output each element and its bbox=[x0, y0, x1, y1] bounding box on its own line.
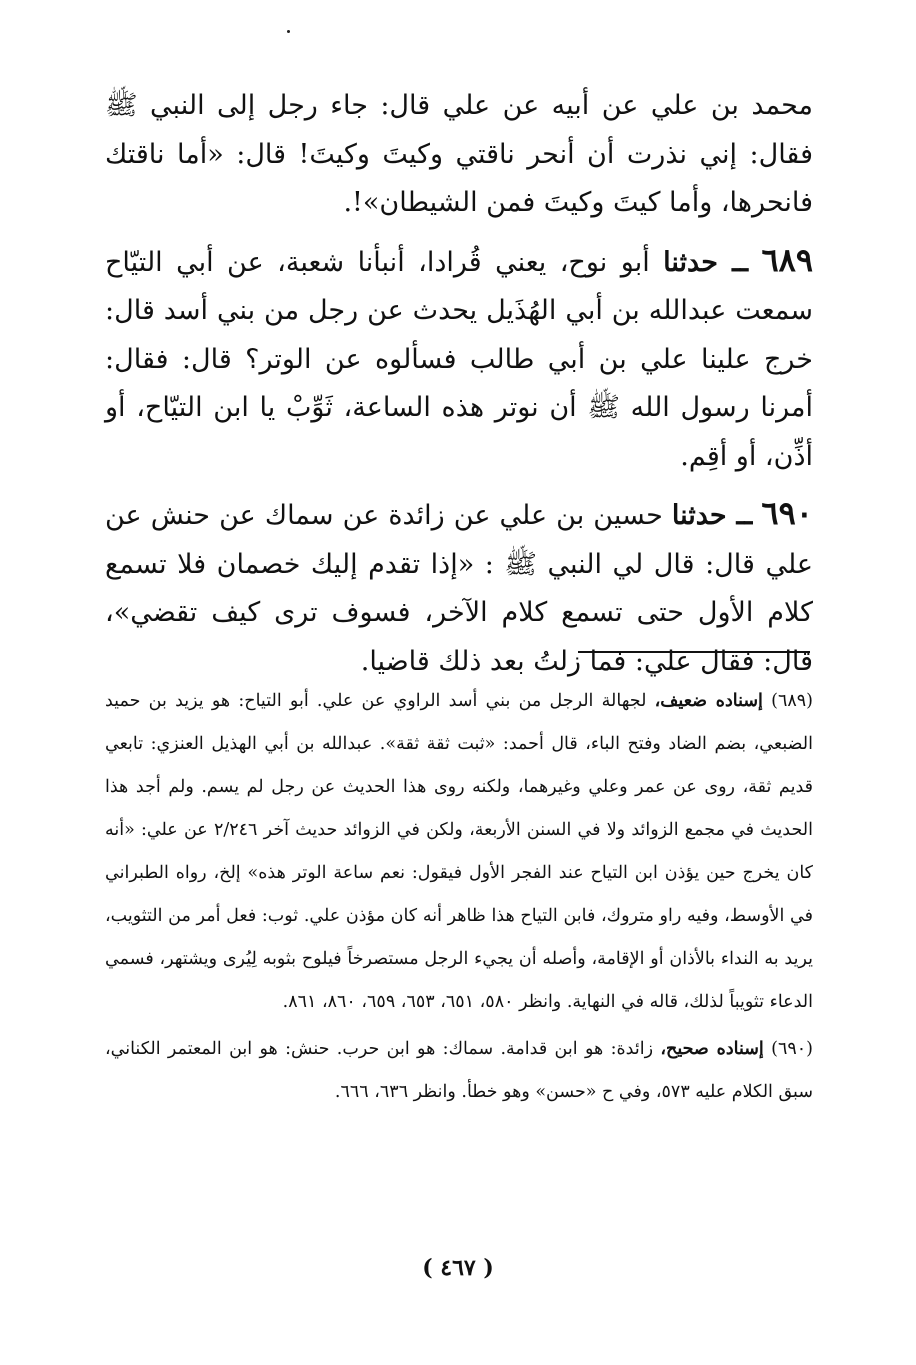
footnote-690 bbox=[105, 1028, 813, 1114]
footnote-689 bbox=[105, 680, 813, 1024]
hadith-689 bbox=[105, 236, 813, 482]
footnote-689-number: (٦٨٩) bbox=[771, 691, 813, 711]
hadith-690 bbox=[105, 489, 813, 686]
page-number: ( ٤٦٧ ) bbox=[422, 1255, 494, 1281]
footnote-689-text: لجهالة الرجل من بني أسد الراوي عن علي. أبو التياح: هو يزيد بن حميد الضبعي، بضم الضاد وفتح الباء، قال أحمد: «ثبت ثقة ثقة». عبدالله بن أبي الهذيل العنزي: تابعي قديم ثقة، روى عن عمر وعلي وغيرهما، ولكنه روى هذا الحديث عن رجل لم يسم. ولم أجد هذا الحديث في مجمع الزوائد ولا في السنن الأربعة، ولكن في الزوائد حديث آخر ٢/٢٤٦ عن علي: «أنه كان يخرج حين يؤذن ابن التياح عند الفجر الأول فيقول: نعم ساعة الوتر هذه» إلخ، رواه الطبراني في الأوسط، وفيه راو متروك، فابن التياح هذا ظاهر أنه كان مؤذن علي. ثوب: فعل أمر من التثويب، يريد به النداء بالأذان أو الإقامة، وأصله أن يجيء الرجل مستصرخاً فيلوح بثوبه لِيُرى ويشتهر، فسمي الدعاء تثويباً لذلك، قاله في النهاية. وانظر ٥٨٠، ٦٥١، ٦٥٣، ٦٥٩، ٨٦٠، ٨٦١. bbox=[105, 691, 813, 1012]
hadith-689-lead: ــ حدثنا bbox=[663, 246, 748, 278]
footnote-689-grade: إسناده ضعيف، bbox=[654, 691, 763, 711]
footnote-690-grade: إسناده صحيح، bbox=[660, 1039, 764, 1059]
hadith-689-number: ٦٨٩ bbox=[761, 240, 813, 279]
footnote-divider bbox=[578, 651, 810, 653]
page-mark-dot bbox=[287, 30, 290, 33]
paragraph-intro: محمد بن علي عن أبيه عن علي قال: جاء رجل إلى النبي ﷺ فقال: إني نذرت أن أنحر ناقتي وكيتَ وكيتَ! قال: «أما ناقتك فانحرها، وأما كيتَ وكيتَ فمن الشيطان»!. bbox=[105, 90, 813, 218]
hadith-690-text: حسين بن علي عن زائدة عن سماك عن حنش عن علي قال: قال لي النبي ﷺ : «إذا تقدم إليك خصمان فلا تسمع كلام الأول حتى تسمع كلام الآخر، فسوف ترى كيف تقضي»، قال: فقال علي: فما زلتُ بعد ذلك قاضيا. bbox=[105, 500, 813, 677]
main-text bbox=[105, 82, 813, 694]
footnote-690-text: زائدة: هو ابن قدامة. سماك: هو ابن حرب. حنش: هو ابن المعتمر الكناني، سبق الكلام عليه ٥٧٣، وفي ح «حسن» وهو خطأ. وانظر ٦٣٦، ٦٦٦. bbox=[105, 1039, 813, 1102]
hadith-689-text: أبو نوح، يعني قُرادا، أنبأنا شعبة، عن أبي التيّاح سمعت عبدالله بن أبي الهُذَيل يحدث عن رجل من بني أسد قال: خرج علينا علي بن أبي طالب فسألوه عن الوتر؟ قال: فقال: أمرنا رسول الله ﷺ أن نوتر هذه الساعة، ثَوِّبْ يا ابن التيّاح، أو أذِّن، أو أقِم. bbox=[105, 246, 813, 472]
hadith-690-lead: ــ حدثنا bbox=[671, 500, 753, 531]
hadith-690-number: ٦٩٠ bbox=[761, 494, 813, 532]
footnotes bbox=[105, 680, 813, 1118]
footnote-690-number: (٦٩٠) bbox=[771, 1039, 813, 1059]
